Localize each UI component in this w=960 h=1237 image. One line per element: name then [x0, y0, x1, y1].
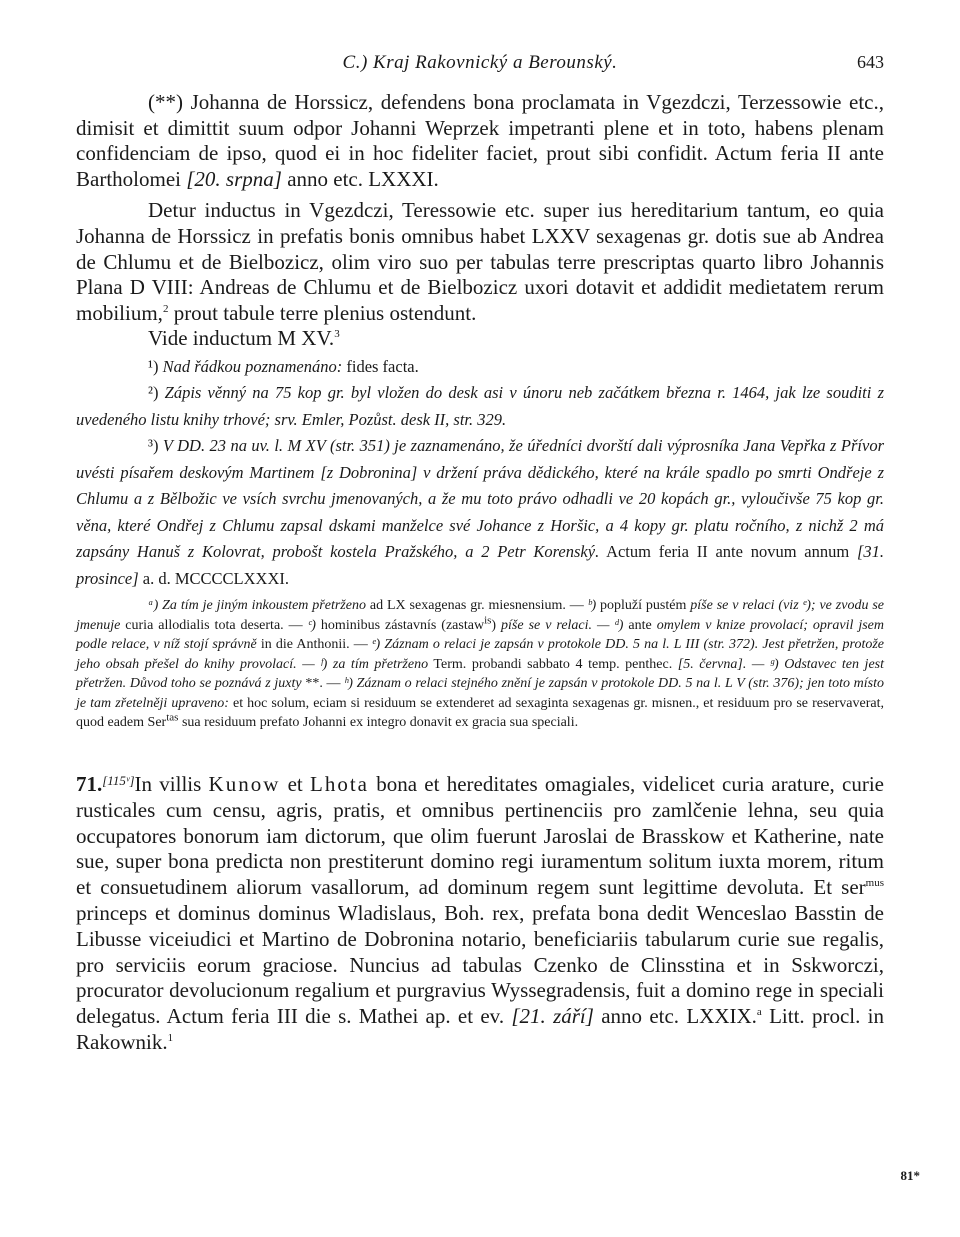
document-page	[76, 52, 884, 1056]
footnote-2: ²) Zápis věnný na 75 kop gr. byl vložen do desk asi v únoru neb začátkem března r. 1464, jak lze souditi z uvedeného listu knihy trhové; srv. Emler, Pozůst. desk II, str. 329.	[76, 383, 884, 429]
place-name: Lhota	[310, 771, 369, 796]
footnotes	[76, 354, 884, 593]
place-name: Kunow	[208, 771, 281, 796]
critical-notes	[76, 596, 884, 733]
critical-apparatus: ᵃ) Za tím je jiným inkoustem přetrženo ad LX sexagenas gr. miesnensium. — ᵇ) popluží pustém píše se v relaci (viz ᵉ); ve zvodu se jmenuje curia allodialis tota deserta. — ᶜ) hominibus zástavnís (zastaw$^{is}$) píše se v relaci. — ᵈ) ante omylem v knize provolací; opravil jsem podle relace, v níž stojí správně in die Anthonii. — ᵉ) Záznam o relaci je zapsán v protokole DD. 5 na l. L III (str. 372). Jest přetržen, protože jeho obsah přešel do knihy provolací. — ᶠ) za tím přetrženo Term. probandi sabbato 4 temp. penthec. [5. června]. — ᵍ) Odstavec ten jest přetržen. Důvod toho se poznává z juxty **. — ʰ) Záznam o relaci stejného znění je zapsán v protokole DD. 5 na l. L V (str. 376); jen toto místo je tam zřetelněji upraveno: et hoc solum, eciam si residuum se extenderet ad sexaginta sexagenas gr. misnen., et residuum pro se reservaverat, quod eadem Ser$^{tas}$ sua residuum prefato Johanni ex integro donavit ex gracia sua speciali.	[76, 598, 885, 731]
paragraph-detur: Detur inductus in Vgezdczi, Teressowie etc. super ius hereditarium tantum, eo quia Johanna de Horssicz in prefatis bonis omnibus habet LXXV sexagenas gr. dotis sue ab Andrea de Chlumu et de Bielbozicz, olim viro suo per tabulas terre prescriptas quarto libro Johannis Plana D VIII: Andreas de Chlumu et de Bielbozicz uxori dotavit et addidit medietatem rerum mobilium,$^2$ prout tabule terre plenius ostendunt.	[76, 198, 884, 325]
signature-mark: 81*	[900, 1168, 920, 1183]
entry-71: 71.[115ᵛ]In villis Kunow et Lhota bona et hereditates omagiales, videlicet curia arature, curie rusticales cum censu, agris, pratis, et omnibus pertinenciis pro zamlčenie lehna, seu quia occupatores bonorum iam dictorum, que olim fuerunt Jaroslai de Brasskow et Katherine, nate sue, super bona predicta non prestiterunt domino regi iuramentum solitum iuxta morem, ritum et consuetudinem aliorum vasallorum, ad dominum regem sunt legittime devoluta. Et ser$^{mus}$ princeps et dominus dominus Wladislaus, Boh. rex, prefata bona dedit Wenceslao Basstin de Libusse viceiudici et Martino de Dobronina notario, beneficiariis tabularum curie sue regalis, pro serviciis eorum graciose. Nuncius ad tabulas Czenko de Clinsstina et in Sskworczi, procurator devolucionum regalium et purgravius Wyssegradensis, fuit a domino rege in speciali delegatus. Actum feria III die s. Mathei ap. et ev. [21. září] anno etc. LXXIX.$^a$ Litt. procl. in Rakownik.$^1$	[76, 771, 884, 1054]
footnote-1: ¹) Nad řádkou poznamenáno: fides facta.	[148, 356, 419, 376]
entry-70-continuation	[76, 90, 884, 352]
footnote-3: ³) V DD. 23 na uv. l. M XV (str. 351) je zaznamenáno, že úředníci dvorští dali výprosníka Jana Vepřka z Přívor uvésti písařem deskovým Martinem [z Dobronina] v držení práva dědického, které na krále spadlo po smrti Ondřeje z Chlumu a z Bělbožic ve vsích svrchu jmenovaných, a že mu toto právo odhadli ve 20 kopách gr., vyloučivše 75 kop gr. věna, které Ondřej z Chlumu zapsal dskami manželce své Johance z Horšic, a 4 kopy gr. platu ročního, z nichž 2 má zapsány Hanuš z Kolovrat, probošt kostela Pražského, a 2 Petr Korenský. Actum feria II ante novum annum [31. prosince] a. d. MCCCCLXXXI.	[76, 436, 885, 588]
paragraph-odpor: (**) Johanna de Horssicz, defendens bona proclamata in Vgezdczi, Terzessowie etc., dimisit et dimittit suum odpor Johanni Weprzek impetranti plene et in toto, habens plenam confidenciam de ipso, quod ei in hoc fideliter faciet, prout sibi confidit. Actum feria II ante Bartholomei [20. srpna] anno etc. LXXXI.	[76, 90, 884, 191]
running-title: C.) Kraj Rakovnický a Berounský.	[342, 52, 618, 73]
paragraph-vide: Vide inductum M XV.$^3$	[148, 326, 340, 351]
page-number: 643	[857, 52, 884, 72]
page-header	[76, 52, 884, 82]
entry-number: 71.	[76, 771, 103, 796]
folio-marker: [115ᵛ]	[102, 772, 135, 788]
